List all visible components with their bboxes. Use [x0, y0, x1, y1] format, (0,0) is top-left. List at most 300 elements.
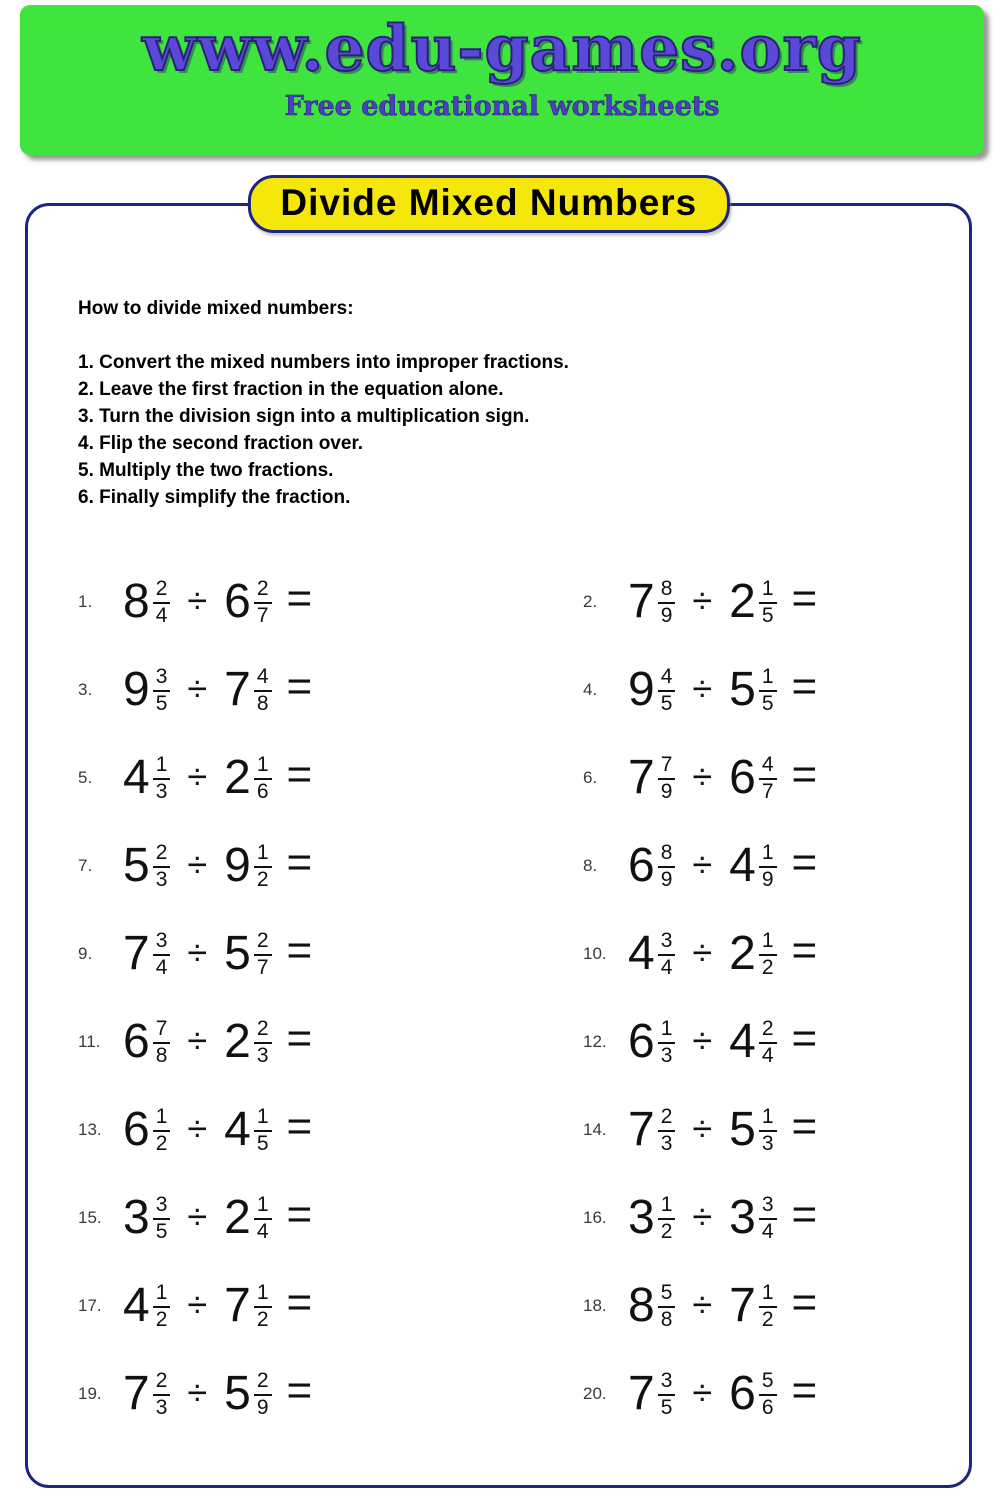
problem-row: [78, 998, 583, 1086]
equals-sign: =: [791, 750, 818, 799]
problem-row: [583, 910, 934, 998]
fraction-denominator: 4: [761, 1044, 774, 1067]
fraction-denominator: 2: [660, 1220, 673, 1243]
fraction-denominator: 2: [155, 1308, 168, 1331]
whole-number: 4: [729, 839, 756, 892]
problem-equation: [123, 1278, 313, 1332]
division-sign: ÷: [692, 844, 713, 885]
whole-number: 6: [729, 1367, 756, 1420]
equals-sign: =: [791, 1278, 818, 1327]
problem-number: 11.: [78, 1032, 101, 1051]
problem-row: [78, 646, 583, 734]
fraction-numerator: 2: [254, 578, 272, 604]
instructions-steps: [78, 349, 934, 511]
equals-sign: =: [286, 838, 313, 887]
whole-number: 7: [628, 1367, 655, 1420]
fraction-numerator: 4: [759, 754, 777, 780]
whole-number: 7: [123, 1367, 150, 1420]
equals-sign: =: [286, 662, 313, 711]
mixed-number-1: [123, 1017, 170, 1066]
equals-sign: =: [791, 662, 818, 711]
fraction: [658, 1370, 676, 1419]
whole-number: 6: [123, 1103, 150, 1156]
fraction: [658, 666, 676, 715]
fraction-denominator: 7: [256, 604, 269, 627]
fraction: [254, 930, 272, 979]
fraction-numerator: 5: [759, 1370, 777, 1396]
whole-number: 8: [123, 575, 150, 628]
worksheet-title: Divide Mixed Numbers: [280, 182, 698, 223]
fraction-denominator: 9: [660, 604, 673, 627]
fraction-denominator: 4: [256, 1220, 269, 1243]
whole-number: 6: [729, 751, 756, 804]
mixed-number-2: [224, 1017, 271, 1066]
equals-sign: =: [286, 1190, 313, 1239]
problem-number: 10.: [583, 944, 607, 963]
fraction-denominator: 4: [155, 956, 168, 979]
division-sign: ÷: [692, 932, 713, 973]
division-sign: ÷: [187, 1108, 208, 1149]
mixed-number-1: [123, 1193, 170, 1242]
problem-number: 18.: [583, 1296, 607, 1315]
mixed-number-2: [729, 1281, 776, 1330]
problem-number: 3.: [78, 680, 93, 699]
fraction-denominator: 8: [155, 1044, 168, 1067]
fraction-denominator: 3: [155, 780, 168, 803]
mixed-number-1: [123, 577, 170, 626]
instructions-block: [78, 206, 934, 511]
division-sign: ÷: [187, 580, 208, 621]
mixed-number-1: [123, 753, 170, 802]
worksheet-title-badge: [247, 175, 730, 233]
mixed-number-2: [224, 577, 271, 626]
problem-number: 12.: [583, 1032, 607, 1051]
mixed-number-2: [224, 929, 271, 978]
mixed-number-2: [729, 1193, 776, 1242]
mixed-number-2: [729, 577, 776, 626]
problem-equation: [123, 1190, 313, 1244]
mixed-number-2: [729, 929, 776, 978]
equals-sign: =: [286, 750, 313, 799]
fraction-numerator: 3: [658, 1370, 676, 1396]
instruction-step: 4. Flip the second fraction over.: [78, 433, 364, 454]
fraction: [759, 1018, 777, 1067]
fraction: [759, 1370, 777, 1419]
problem-row: [583, 822, 934, 910]
mixed-number-1: [628, 753, 675, 802]
fraction: [254, 1194, 272, 1243]
equals-sign: =: [791, 1190, 818, 1239]
fraction-denominator: 2: [761, 956, 774, 979]
mixed-number-1: [628, 1281, 675, 1330]
whole-number: 4: [628, 927, 655, 980]
whole-number: 5: [729, 663, 756, 716]
division-sign: ÷: [692, 580, 713, 621]
fraction-numerator: 1: [254, 1282, 272, 1308]
fraction-numerator: 1: [153, 754, 171, 780]
fraction-numerator: 1: [759, 842, 777, 868]
mixed-number-2: [224, 665, 271, 714]
fraction-denominator: 5: [761, 692, 774, 715]
fraction-denominator: 8: [660, 1308, 673, 1331]
fraction: [254, 666, 272, 715]
problem-equation: [123, 750, 313, 804]
fraction: [254, 842, 272, 891]
division-sign: ÷: [692, 1020, 713, 1061]
fraction-numerator: 7: [153, 1018, 171, 1044]
equals-sign: =: [791, 926, 818, 975]
problem-equation: [628, 838, 818, 892]
mixed-number-1: [628, 1369, 675, 1418]
fraction-numerator: 3: [759, 1194, 777, 1220]
problem-equation: [628, 662, 818, 716]
fraction: [254, 1370, 272, 1419]
whole-number: 4: [123, 751, 150, 804]
problem-row: [78, 1174, 583, 1262]
fraction-denominator: 5: [155, 1220, 168, 1243]
fraction-denominator: 2: [761, 1308, 774, 1331]
fraction: [153, 754, 171, 803]
problem-equation: [628, 1190, 818, 1244]
fraction-denominator: 7: [761, 780, 774, 803]
fraction-denominator: 6: [256, 780, 269, 803]
problem-number: 19.: [78, 1384, 102, 1403]
problem-row: [583, 1086, 934, 1174]
fraction-numerator: 1: [759, 666, 777, 692]
fraction-numerator: 1: [153, 1282, 171, 1308]
division-sign: ÷: [187, 668, 208, 709]
equals-sign: =: [286, 1278, 313, 1327]
fraction-denominator: 3: [660, 1044, 673, 1067]
division-sign: ÷: [692, 1284, 713, 1325]
whole-number: 6: [628, 1015, 655, 1068]
problem-number: 16.: [583, 1208, 607, 1227]
fraction: [153, 930, 171, 979]
problem-row: [583, 998, 934, 1086]
whole-number: 7: [729, 1279, 756, 1332]
mixed-number-1: [123, 929, 170, 978]
division-sign: ÷: [692, 668, 713, 709]
division-sign: ÷: [692, 1372, 713, 1413]
fraction: [658, 1194, 676, 1243]
fraction: [153, 1370, 171, 1419]
equals-sign: =: [286, 574, 313, 623]
problem-equation: [628, 1366, 818, 1420]
problem-equation: [628, 926, 818, 980]
instruction-step: 1. Convert the mixed numbers into improper fractions.: [78, 352, 569, 373]
fraction-denominator: 3: [155, 1396, 168, 1419]
fraction-numerator: 1: [658, 1018, 676, 1044]
problem-row: [583, 646, 934, 734]
whole-number: 9: [628, 663, 655, 716]
whole-number: 2: [729, 927, 756, 980]
fraction-denominator: 6: [761, 1396, 774, 1419]
problem-row: [583, 1262, 934, 1350]
whole-number: 7: [628, 751, 655, 804]
fraction: [153, 1018, 171, 1067]
instruction-step: 3. Turn the division sign into a multiplication sign.: [78, 406, 530, 427]
whole-number: 4: [123, 1279, 150, 1332]
mixed-number-1: [123, 841, 170, 890]
fraction-numerator: 7: [658, 754, 676, 780]
mixed-number-1: [123, 665, 170, 714]
equals-sign: =: [791, 838, 818, 887]
equals-sign: =: [286, 1102, 313, 1151]
fraction-denominator: 2: [256, 1308, 269, 1331]
problem-number: 6.: [583, 768, 598, 787]
whole-number: 2: [224, 1015, 251, 1068]
problem-row: [78, 558, 583, 646]
problem-number: 20.: [583, 1384, 607, 1403]
division-sign: ÷: [187, 844, 208, 885]
fraction: [759, 842, 777, 891]
worksheet-panel: [25, 182, 972, 1488]
fraction: [759, 930, 777, 979]
fraction-numerator: 2: [759, 1018, 777, 1044]
problem-equation: [628, 574, 818, 628]
fraction-numerator: 4: [254, 666, 272, 692]
problem-equation: [123, 1366, 313, 1420]
fraction: [759, 1282, 777, 1331]
whole-number: 4: [224, 1103, 251, 1156]
fraction-denominator: 7: [256, 956, 269, 979]
fraction: [153, 842, 171, 891]
fraction-numerator: 8: [658, 578, 676, 604]
mixed-number-2: [224, 1281, 271, 1330]
fraction-denominator: 4: [660, 956, 673, 979]
mixed-number-1: [628, 1105, 675, 1154]
fraction: [759, 754, 777, 803]
mixed-number-1: [123, 1105, 170, 1154]
problem-equation: [628, 1102, 818, 1156]
fraction-numerator: 1: [153, 1106, 171, 1132]
mixed-number-2: [729, 1105, 776, 1154]
fraction-denominator: 9: [761, 868, 774, 891]
mixed-number-1: [628, 929, 675, 978]
fraction-denominator: 9: [660, 868, 673, 891]
fraction-numerator: 1: [759, 1282, 777, 1308]
whole-number: 6: [224, 575, 251, 628]
problem-row: [583, 734, 934, 822]
division-sign: ÷: [692, 1108, 713, 1149]
problem-equation: [123, 926, 313, 980]
whole-number: 7: [224, 1279, 251, 1332]
problem-number: 7.: [78, 856, 93, 875]
fraction-numerator: 1: [254, 1194, 272, 1220]
whole-number: 5: [729, 1103, 756, 1156]
fraction-numerator: 4: [658, 666, 676, 692]
fraction-numerator: 2: [658, 1106, 676, 1132]
whole-number: 5: [224, 927, 251, 980]
division-sign: ÷: [187, 1020, 208, 1061]
problem-row: [78, 1350, 583, 1438]
division-sign: ÷: [187, 932, 208, 973]
fraction-numerator: 1: [254, 1106, 272, 1132]
mixed-number-2: [729, 1017, 776, 1066]
fraction-denominator: 2: [256, 868, 269, 891]
fraction: [254, 1282, 272, 1331]
mixed-number-2: [224, 1193, 271, 1242]
fraction: [254, 1106, 272, 1155]
instruction-step: 2. Leave the first fraction in the equation alone.: [78, 379, 504, 400]
problem-number: 5.: [78, 768, 93, 787]
fraction-numerator: 3: [153, 1194, 171, 1220]
division-sign: ÷: [692, 756, 713, 797]
problem-row: [78, 910, 583, 998]
instructions-heading: How to divide mixed numbers:: [78, 298, 354, 319]
fraction: [153, 666, 171, 715]
fraction-denominator: 9: [660, 780, 673, 803]
mixed-number-2: [224, 1369, 271, 1418]
fraction-numerator: 5: [658, 1282, 676, 1308]
fraction: [658, 930, 676, 979]
whole-number: 2: [224, 1191, 251, 1244]
problem-row: [78, 822, 583, 910]
problem-number: 17.: [78, 1296, 102, 1315]
fraction-denominator: 3: [155, 868, 168, 891]
problem-row: [78, 734, 583, 822]
whole-number: 2: [224, 751, 251, 804]
problem-number: 4.: [583, 680, 598, 699]
whole-number: 7: [123, 927, 150, 980]
problem-row: [78, 1086, 583, 1174]
instruction-step: 6. Finally simplify the fraction.: [78, 487, 351, 508]
fraction: [153, 1282, 171, 1331]
division-sign: ÷: [692, 1196, 713, 1237]
site-tagline: Free educational worksheets: [284, 91, 720, 122]
whole-number: 9: [224, 839, 251, 892]
fraction: [759, 666, 777, 715]
fraction-denominator: 5: [660, 692, 673, 715]
problem-equation: [628, 1278, 818, 1332]
fraction: [254, 754, 272, 803]
whole-number: 6: [123, 1015, 150, 1068]
fraction-denominator: 4: [761, 1220, 774, 1243]
fraction: [759, 1106, 777, 1155]
whole-number: 3: [628, 1191, 655, 1244]
fraction-denominator: 3: [761, 1132, 774, 1155]
fraction-denominator: 9: [256, 1396, 269, 1419]
fraction-numerator: 1: [759, 578, 777, 604]
whole-number: 3: [729, 1191, 756, 1244]
fraction: [658, 754, 676, 803]
fraction: [759, 1194, 777, 1243]
problem-number: 1.: [78, 592, 93, 611]
whole-number: 6: [628, 839, 655, 892]
whole-number: 8: [628, 1279, 655, 1332]
division-sign: ÷: [187, 1284, 208, 1325]
mixed-number-2: [224, 1105, 271, 1154]
equals-sign: =: [791, 1366, 818, 1415]
equals-sign: =: [791, 1014, 818, 1063]
problem-equation: [123, 662, 313, 716]
problem-row: [583, 1174, 934, 1262]
equals-sign: =: [286, 926, 313, 975]
fraction-numerator: 2: [254, 930, 272, 956]
mixed-number-2: [729, 665, 776, 714]
problem-equation: [123, 574, 313, 628]
whole-number: 5: [224, 1367, 251, 1420]
fraction-numerator: 3: [153, 666, 171, 692]
site-banner: [20, 5, 984, 155]
problem-number: 13.: [78, 1120, 102, 1139]
mixed-number-1: [628, 1017, 675, 1066]
division-sign: ÷: [187, 756, 208, 797]
fraction-denominator: 5: [660, 1396, 673, 1419]
fraction: [254, 1018, 272, 1067]
fraction-denominator: 3: [256, 1044, 269, 1067]
fraction-denominator: 5: [761, 604, 774, 627]
mixed-number-1: [628, 841, 675, 890]
problem-number: 14.: [583, 1120, 607, 1139]
fraction: [658, 578, 676, 627]
mixed-number-1: [628, 1193, 675, 1242]
mixed-number-1: [123, 1369, 170, 1418]
equals-sign: =: [286, 1366, 313, 1415]
fraction: [153, 578, 171, 627]
mixed-number-2: [224, 753, 271, 802]
whole-number: 7: [224, 663, 251, 716]
site-title: www.edu-games.org: [142, 11, 862, 85]
equals-sign: =: [286, 1014, 313, 1063]
problems-grid: [78, 558, 934, 1438]
fraction: [658, 1018, 676, 1067]
fraction-denominator: 5: [155, 692, 168, 715]
fraction-numerator: 2: [254, 1370, 272, 1396]
fraction: [759, 578, 777, 627]
problem-row: [583, 1350, 934, 1438]
whole-number: 9: [123, 663, 150, 716]
fraction: [153, 1194, 171, 1243]
problem-equation: [123, 838, 313, 892]
division-sign: ÷: [187, 1196, 208, 1237]
whole-number: 7: [628, 1103, 655, 1156]
problem-row: [78, 1262, 583, 1350]
fraction-denominator: 2: [155, 1132, 168, 1155]
problem-equation: [123, 1014, 313, 1068]
fraction-denominator: 5: [256, 1132, 269, 1155]
fraction-numerator: 8: [658, 842, 676, 868]
whole-number: 3: [123, 1191, 150, 1244]
whole-number: 7: [628, 575, 655, 628]
fraction: [658, 1106, 676, 1155]
fraction-numerator: 3: [658, 930, 676, 956]
fraction-numerator: 1: [759, 930, 777, 956]
instruction-step: 5. Multiply the two fractions.: [78, 460, 334, 481]
fraction-denominator: 4: [155, 604, 168, 627]
mixed-number-2: [729, 841, 776, 890]
fraction-numerator: 2: [153, 1370, 171, 1396]
division-sign: ÷: [187, 1372, 208, 1413]
problem-equation: [123, 1102, 313, 1156]
problem-number: 2.: [583, 592, 598, 611]
fraction-numerator: 3: [153, 930, 171, 956]
fraction-numerator: 2: [254, 1018, 272, 1044]
mixed-number-1: [628, 665, 675, 714]
fraction: [658, 1282, 676, 1331]
problem-number: 15.: [78, 1208, 102, 1227]
problem-number: 9.: [78, 944, 93, 963]
mixed-number-2: [224, 841, 271, 890]
fraction-numerator: 1: [759, 1106, 777, 1132]
whole-number: 4: [729, 1015, 756, 1068]
problem-number: 8.: [583, 856, 598, 875]
mixed-number-1: [123, 1281, 170, 1330]
fraction-denominator: 3: [660, 1132, 673, 1155]
problem-equation: [628, 1014, 818, 1068]
mixed-number-2: [729, 753, 776, 802]
fraction-numerator: 1: [658, 1194, 676, 1220]
